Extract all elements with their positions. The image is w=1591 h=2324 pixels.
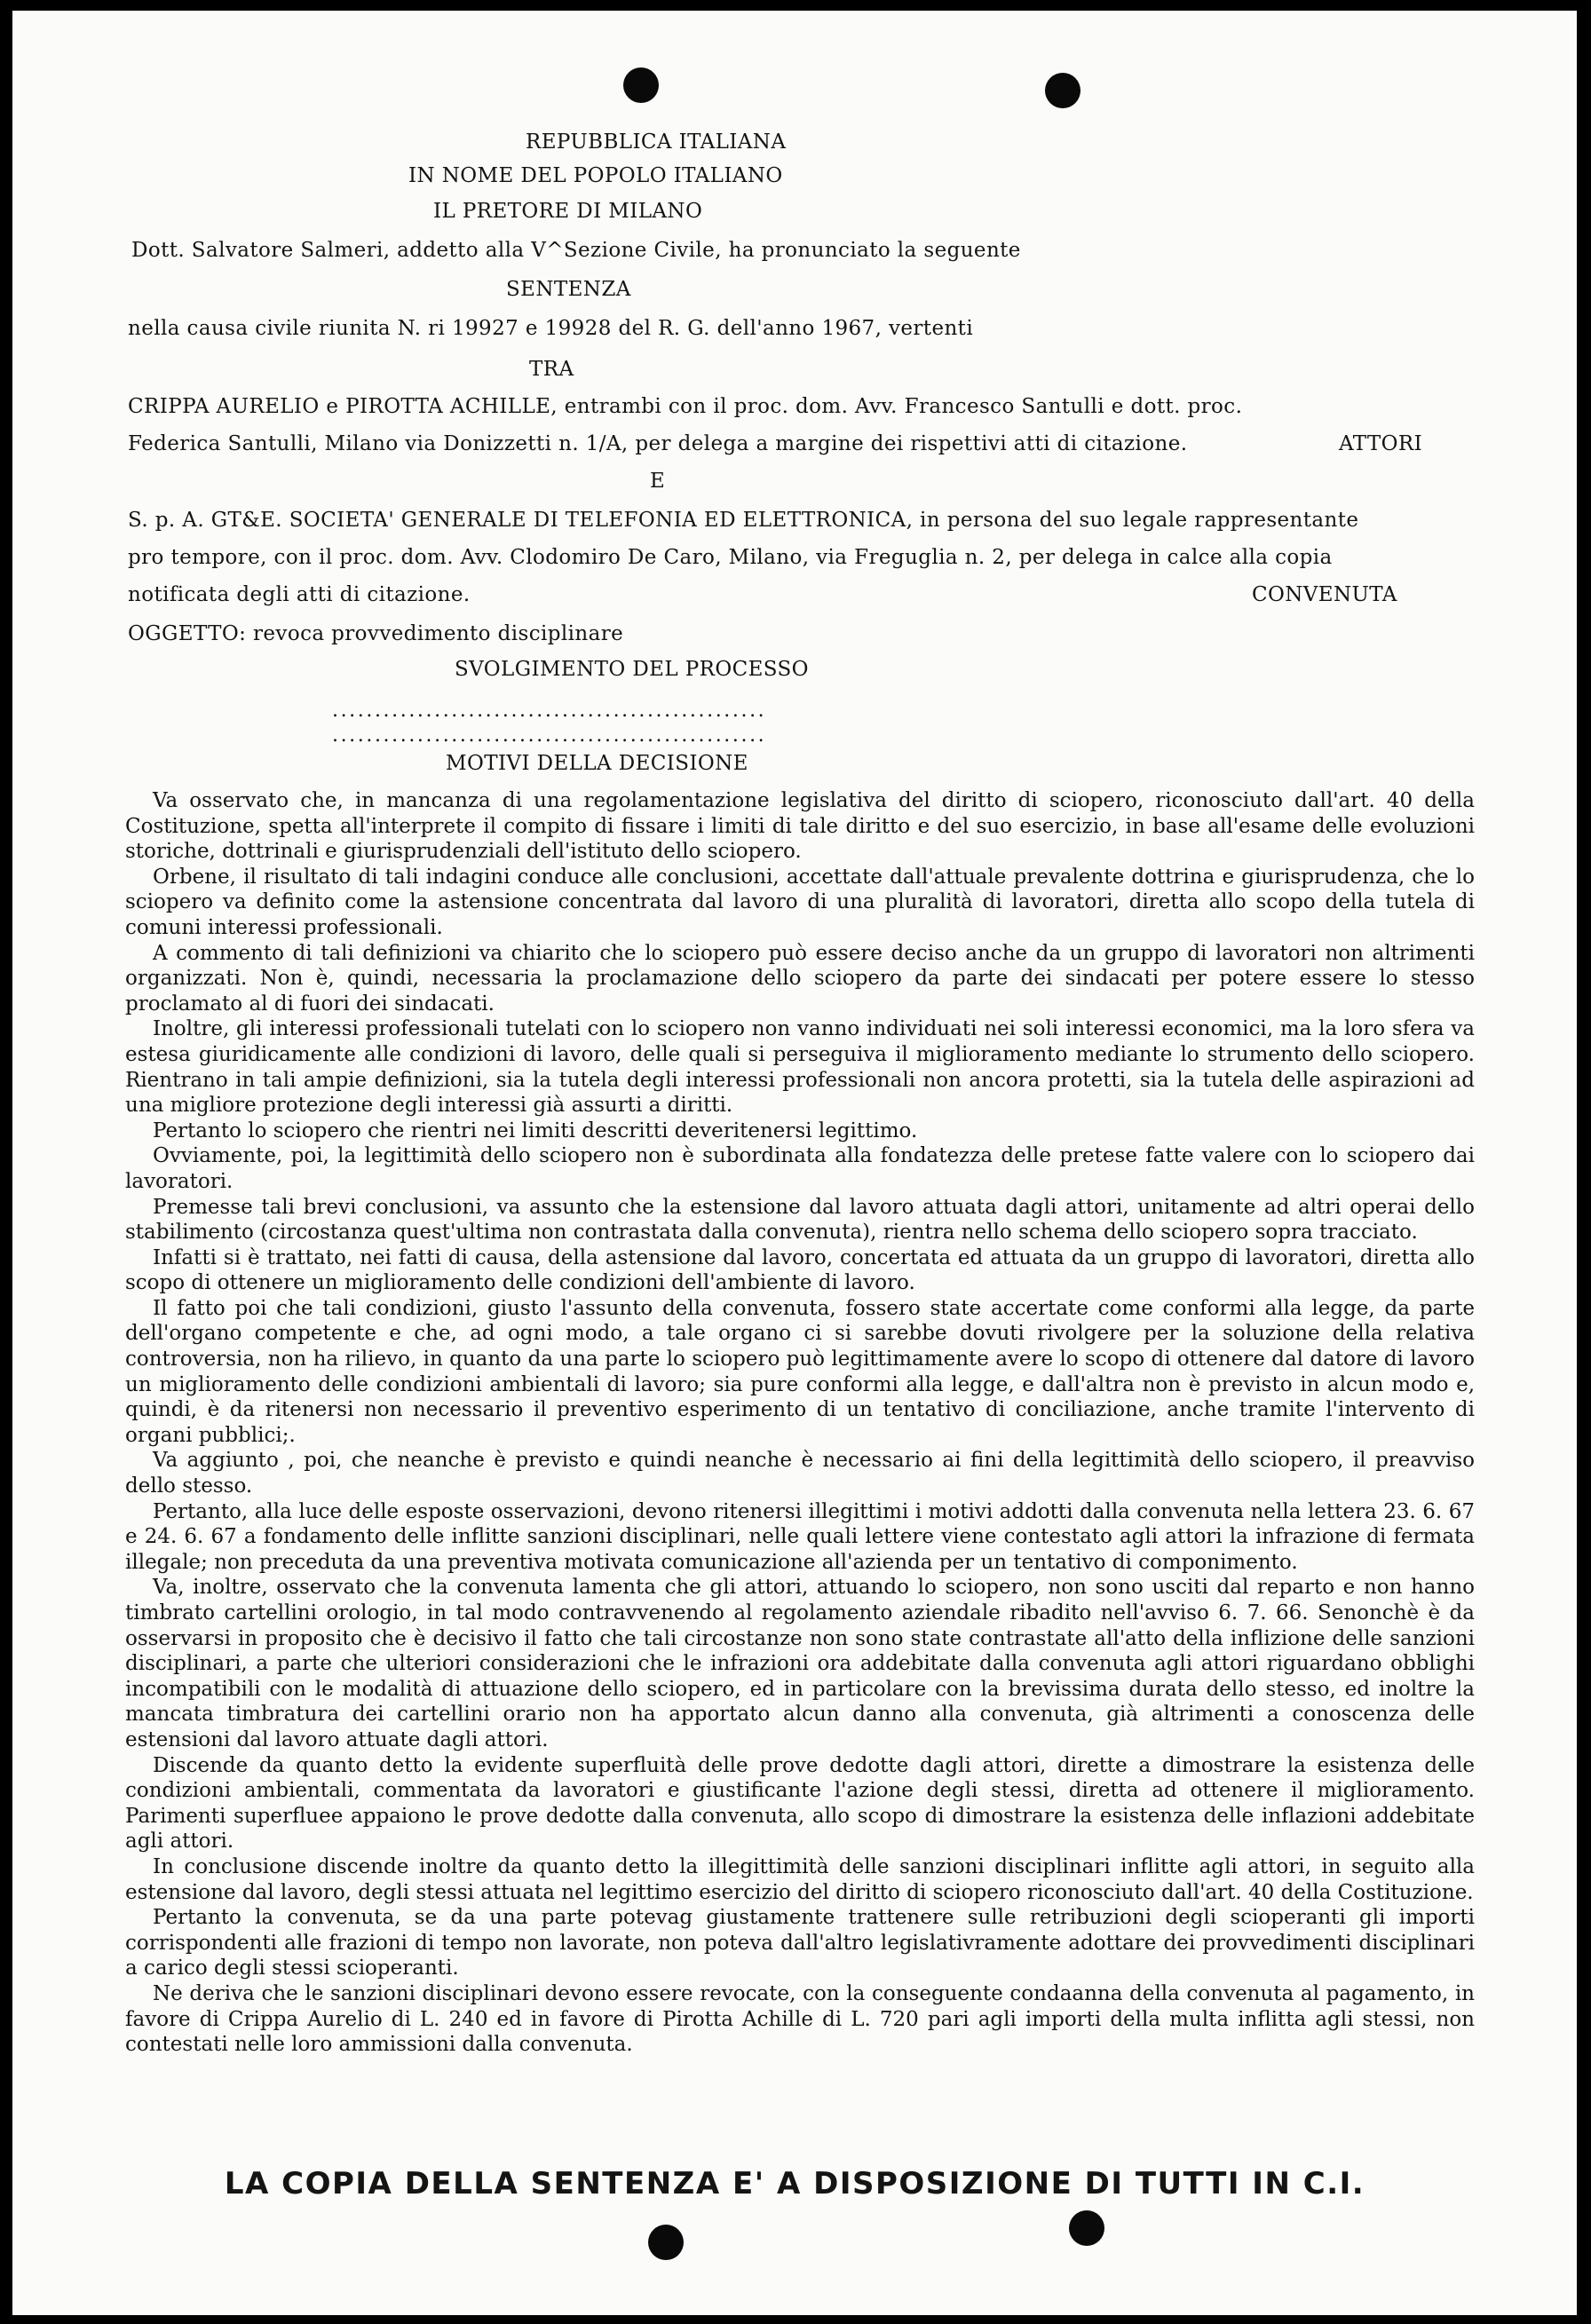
decision-paragraph: Pertanto, alla luce delle esposte osservazioni, devono ritenersi illegittimi i motivi addotti dalla convenuta nella lettera 23. 6. 67 e 24. 6. 67 a fondamento delle inflitte sanzioni disciplinari, nelle quali lettere viene contestato agli attori la infrazione di fermata illegale; non preceduta da una preventiva motivata comunicazione all'azienda per un tentativo di componimento.: [125, 1499, 1475, 1574]
omitted-text-dots-1: ...................................................: [332, 700, 767, 722]
punch-hole-top-left: [623, 67, 659, 103]
attori-line-2: Federica Santulli, Milano via Donizzetti n. 1/A, per delega a margine dei rispettivi atti di citazione.: [128, 432, 1188, 455]
oggetto-line: OGGETTO: revoca provvedimento disciplinare: [128, 622, 624, 645]
document-page: [12, 11, 1577, 2315]
decision-paragraph: Va, inoltre, osservato che la convenuta lamenta che gli attori, attuando lo sciopero, non sono usciti dal reparto e non hanno timbrato cartellini orologio, in tal modo contravvenendo al regolamento aziendale ribadito nell'avviso 6. 7. 66. Senonchè è da osservarsi in proposito che è decisivo il fatto che tali circostanze non sono state contrastate all'atto della inflizione delle sanzioni disciplinari, a parte che ulteriori considerazioni che le infrazioni ora addebitate dalla convenuta agli attori riguardano obblighi incompatibili con le modalità di attuazione dello sciopero, ed in particolare con la brevissima durata dello stesso, ed inoltre la mancata timbratura dei cartellini orario non ha apportato alcun danno alla convenuta, già altrimenti a conoscenza delle estensioni dal lavoro attuate dagli attori.: [125, 1576, 1475, 1751]
decision-paragraph: Va osservato che, in mancanza di una regolamentazione legislativa del diritto di sciopero, riconosciuto dall'art. 40 della Costituzione, spetta all'interprete il compito di fissare i limiti di tale diritto e del suo esercizio, in base all'esame delle evoluzioni storiche, dottrinali e giurisprudenziali dell'istituto dello sciopero.: [125, 789, 1475, 864]
convenuta-line-1: S. p. A. GT&E. SOCIETA' GENERALE DI TELEFONIA ED ELETTRONICA, in persona del suo legale rappresentante: [128, 509, 1359, 532]
decision-paragraph: Inoltre, gli interessi professionali tutelati con lo sciopero non vanno individuati nei soli interessi economici, ma la loro sfera va estesa giuridicamente alle condizioni di lavoro, delle quali si perseguiva il miglioramento mediante lo strumento dello sciopero. Rientrano in tali ampie definizioni, sia la tutela degli interessi professionali non ancora protetti, sia la tutela delle aspirazioni ad una migliore protezione degli interessi già assurti a diritti.: [125, 1017, 1475, 1118]
heading-pretore: IL PRETORE DI MILANO: [433, 200, 703, 223]
decision-paragraph: In conclusione discende inoltre da quanto detto la illegittimità delle sanzioni disciplinari inflitte agli attori, in seguito alla estensione dal lavoro, degli stessi attuata nel legittimo esercizio del diritto di sciopero riconosciuto dall'art. 40 della Costituzione.: [125, 1854, 1475, 1904]
decision-body: [125, 788, 1475, 2058]
sentenza-title: SENTENZA: [506, 278, 631, 301]
attori-line-1: CRIPPA AURELIO e PIROTTA ACHILLE, entrambi con il proc. dom. Avv. Francesco Santulli e dott. proc.: [128, 395, 1243, 418]
svolgimento-title: SVOLGIMENTO DEL PROCESSO: [455, 658, 809, 681]
motivi-title: MOTIVI DELLA DECISIONE: [446, 752, 748, 775]
judge-line: Dott. Salvatore Salmeri, addetto alla V^Sezione Civile, ha pronunciato la seguente: [131, 239, 1021, 262]
decision-paragraph: Infatti si è trattato, nei fatti di causa, della astensione dal lavoro, concertata ed attuata da un gruppo di lavoratori, diretta allo scopo di ottenere un miglioramento delle condizioni dell'ambiente di lavoro.: [125, 1245, 1475, 1295]
tra-label: TRA: [529, 358, 574, 381]
decision-paragraph: Orbene, il risultato di tali indagini conduce alle conclusioni, accettate dall'attuale prevalente dottrina e giurisprudenza, che lo sciopero va definito come la astensione concentrata dal lavoro di una pluralità di lavoratori, diretta allo scopo della tutela di comuni interessi professionali.: [125, 865, 1475, 939]
decision-paragraph: Ovviamente, poi, la legittimità dello sciopero non è subordinata alla fondatezza delle pretese fatte valere con lo sciopero dai lavoratori.: [125, 1144, 1475, 1193]
decision-paragraph: Pertanto lo sciopero che rientri nei limiti descritti deveritenersi legittimo.: [153, 1119, 918, 1142]
omitted-text-dots-2: ...................................................: [332, 724, 767, 747]
convenuta-line-2: pro tempore, con il proc. dom. Avv. Clodomiro De Caro, Milano, via Freguglia n. 2, per delega in calce alla copia: [128, 546, 1333, 569]
punch-hole-bottom-right: [1069, 2210, 1104, 2246]
convenuta-label: CONVENUTA: [1252, 583, 1397, 606]
decision-paragraph: A commento di tali definizioni va chiarito che lo sciopero può essere deciso anche da un gruppo di lavoratori non altrimenti organizzati. Non è, quindi, necessaria la proclamazione dello sciopero da parte dei sindacati per potere essere lo stesso proclamato al di fuori dei sindacati.: [125, 941, 1475, 1016]
decision-paragraph: Va aggiunto , poi, che neanche è previsto e quindi neanche è necessario ai fini della legittimità dello sciopero, il preavviso dello stesso.: [125, 1449, 1475, 1498]
e-label: E: [650, 470, 666, 493]
decision-paragraph: Premesse tali brevi conclusioni, va assunto che la estensione dal lavoro attuata dagli attori, unitamente ad altri operai dello stabilimento (circostanza quest'ultima non contrastata dalla convenuta), rientra nello schema dello sciopero sopra tracciato.: [125, 1195, 1475, 1245]
decision-paragraph: Ne deriva che le sanzioni disciplinari devono essere revocate, con la conseguente condaanna della convenuta al pagamento, in favore di Crippa Aurelio di L. 240 ed in favore di Pirotta Achille di L. 720 pari agli importi della multa inflitta agli stessi, non contestati nelle loro ammissioni dalla convenuta.: [125, 1981, 1475, 2057]
cause-line: nella causa civile riunita N. ri 19927 e 19928 del R. G. dell'anno 1967, vertenti: [128, 317, 974, 340]
heading-republic: REPUBBLICA ITALIANA: [526, 130, 787, 154]
attori-label: ATTORI: [1339, 432, 1423, 455]
heading-people: IN NOME DEL POPOLO ITALIANO: [408, 164, 783, 187]
convenuta-line-3: notificata degli atti di citazione.: [128, 583, 471, 606]
decision-paragraph: Discende da quanto detto la evidente superfluità delle prove dedotte dagli attori, dirette a dimostrare la esistenza delle condizioni ambientali, commentata da lavoratori e giustificante l'azione degli stessi, diretta ad ottenere il miglioramento. Parimenti superfluee appaiono le prove dedotte dalla convenuta, allo scopo di dimostrare la esistenza delle inflazioni addebitate agli attori.: [125, 1753, 1475, 1854]
decision-paragraph: Il fatto poi che tali condizioni, giusto l'assunto della convenuta, fossero state accertate come conformi alla legge, da parte dell'organo competente e che, ad ogni modo, a tale organo ci si sarebbe dovuti rivolgere per la soluzione della relativa controversia, non ha rilievo, in quanto da una parte lo sciopero può legittimamente avere lo scopo di ottenere dal datore di lavoro un miglioramento delle condizioni ambientali di lavoro; sia pure conformi alla legge, e dall'altra non è previsto in alcun modo e, quindi, è da ritenersi non necessario il preventivo esperimento di un tentativo di conciliazione, anche tramite l'intervento di organi pubblici;.: [125, 1296, 1475, 1447]
punch-hole-top-right: [1045, 73, 1080, 108]
punch-hole-bottom-left: [648, 2225, 684, 2260]
footer-notice: LA COPIA DELLA SENTENZA E' A DISPOSIZIONE DI TUTTI IN C.I.: [224, 2166, 1365, 2201]
decision-paragraph: Pertanto la convenuta, se da una parte potevag giustamente trattenere sulle retribuzioni degli scioperanti gli importi corrispondenti alle frazioni di tempo non lavorate, non poteva dall'altro legislativramente adottare dei provvedimenti disciplinari a carico degli stessi scioperanti.: [125, 1906, 1475, 1980]
